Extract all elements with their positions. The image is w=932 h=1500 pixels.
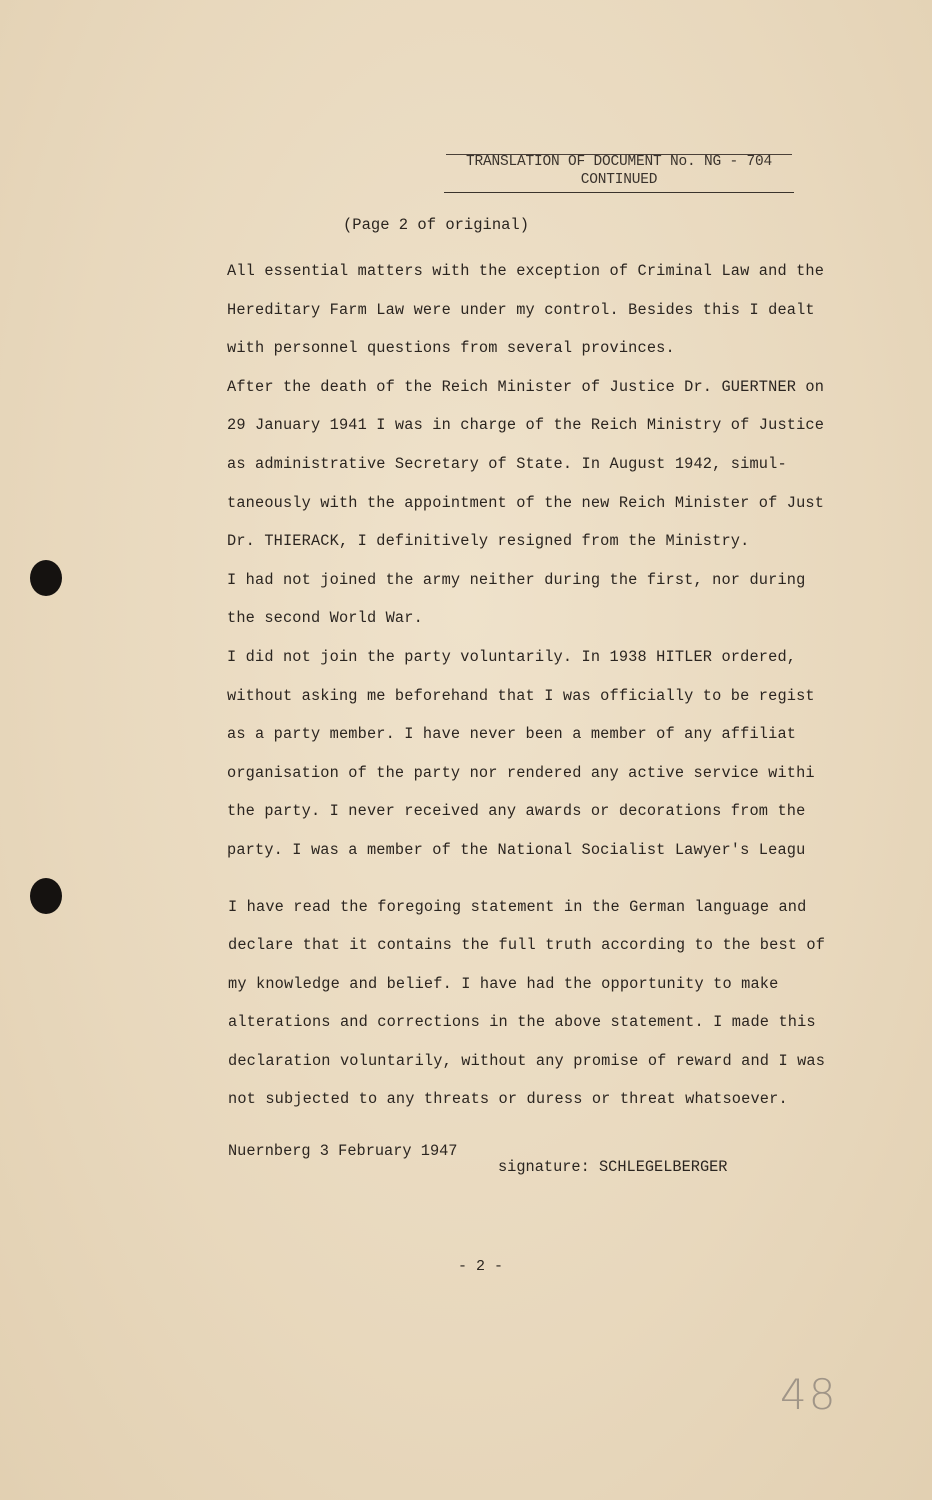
text-line: After the death of the Reich Minister of Justice Dr. GUERTNER on: [227, 377, 825, 396]
punch-hole: [30, 878, 62, 914]
declaration-body: [228, 888, 848, 1118]
document-header: [444, 154, 794, 188]
text-line: I did not join the party voluntarily. In 1938 HITLER ordered,: [227, 647, 797, 666]
text-line: All essential matters with the exception of Criminal Law and the: [227, 262, 825, 280]
punch-hole: [30, 560, 62, 596]
text-line: my knowledge and belief. I have had the opportunity to make: [228, 974, 779, 993]
text-line: I have read the foregoing statement in the German language and: [228, 898, 807, 916]
header-title: TRANSLATION OF DOCUMENT No. NG - 704: [465, 154, 773, 170]
signature-line: signature: SCHLEGELBERGER: [498, 1158, 728, 1176]
text-line: alterations and corrections in the above statement. I made this: [228, 1013, 816, 1032]
page-number: - 2 -: [458, 1258, 504, 1275]
text-line: the party. I never received any awards or decorations from the: [227, 802, 806, 821]
text-line: with personnel questions from several provinces.: [227, 339, 675, 358]
text-line: Dr. THIERACK, I definitively resigned from the Ministry.: [227, 532, 750, 551]
text-line: the second World War.: [227, 609, 423, 628]
text-line: I had not joined the army neither during the first, nor during: [227, 570, 806, 589]
header-underline: [444, 192, 794, 193]
text-line: Hereditary Farm Law were under my control. Besides this I dealt: [227, 300, 815, 319]
text-line: without asking me beforehand that I was officially to be regist: [227, 686, 815, 705]
text-line: as administrative Secretary of State. In August 1942, simul-: [227, 454, 787, 473]
handwritten-folio-number: 48: [780, 1370, 838, 1419]
text-line: declare that it contains the full truth according to the best of: [228, 936, 826, 955]
header-continued: CONTINUED: [580, 172, 658, 188]
text-line: as a party member. I have never been a member of any affiliat: [227, 725, 797, 744]
text-line: party. I was a member of the National Socialist Lawyer's Leagu: [227, 840, 806, 859]
text-line: not subjected to any threats or duress or threat whatsoever.: [228, 1089, 788, 1108]
page-reference: (Page 2 of original): [343, 216, 530, 234]
place-and-date: Nuernberg 3 February 1947: [228, 1142, 458, 1160]
text-line: 29 January 1941 I was in charge of the Reich Ministry of Justice: [227, 416, 825, 435]
text-line: declaration voluntarily, without any promise of reward and I was: [228, 1051, 826, 1070]
text-line: taneously with the appointment of the new Reich Minister of Just: [227, 493, 825, 512]
text-line: organisation of the party nor rendered any active service withi: [227, 763, 815, 782]
statement-body: [227, 252, 847, 870]
header-top-rule: [446, 154, 792, 155]
